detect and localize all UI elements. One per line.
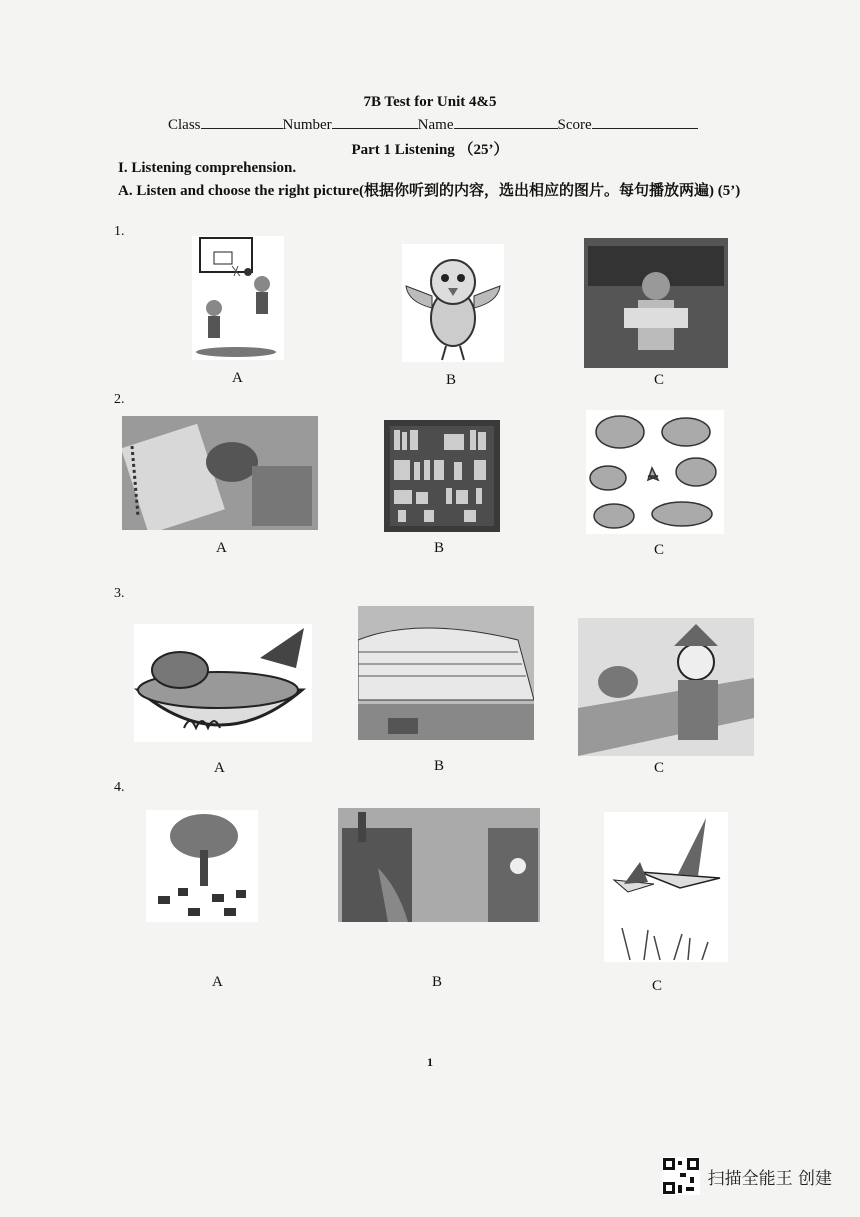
option-label: A bbox=[232, 370, 243, 386]
bee-winner-photo[interactable] bbox=[584, 238, 728, 368]
number-blank[interactable] bbox=[332, 116, 418, 129]
option-label: A bbox=[214, 760, 225, 776]
option-label: B bbox=[434, 540, 445, 556]
basketball-kids-picture[interactable] bbox=[192, 236, 284, 360]
instruction-text: A. Listen and choose the right picture(根据你听到的内容，选出相应的图片。每句播放两遍) (5’) bbox=[118, 183, 741, 199]
option-label: A bbox=[212, 974, 223, 990]
scanner-watermark bbox=[662, 1157, 832, 1195]
question-number: 2. bbox=[114, 392, 125, 407]
factory-pollution-photo[interactable] bbox=[338, 808, 540, 922]
student-info-row bbox=[168, 116, 698, 134]
option-label: B bbox=[432, 974, 443, 990]
scanner-text: 扫描全能王 创建 bbox=[707, 1168, 832, 1189]
class-label: Class bbox=[168, 117, 201, 133]
question-number: 1. bbox=[114, 224, 125, 239]
test-title: 7B Test for Unit 4&5 bbox=[363, 94, 497, 110]
fisherman-picture[interactable] bbox=[578, 618, 754, 756]
notebook-photo[interactable] bbox=[122, 416, 318, 530]
bookshelf-picture[interactable] bbox=[384, 420, 500, 532]
tree-stumps-picture[interactable] bbox=[146, 810, 258, 922]
fish-soup-picture[interactable] bbox=[134, 624, 312, 742]
page-number: 1 bbox=[427, 1055, 433, 1069]
option-label: B bbox=[434, 758, 445, 774]
class-blank[interactable] bbox=[201, 116, 283, 129]
option-label: B bbox=[446, 372, 457, 388]
bird-picture[interactable] bbox=[402, 244, 504, 362]
option-label: A bbox=[216, 540, 227, 556]
score-blank[interactable] bbox=[592, 116, 698, 129]
part-title: Part 1 Listening （25’） bbox=[351, 142, 509, 158]
name-label: Name bbox=[417, 117, 454, 133]
score-label: Score bbox=[557, 117, 592, 133]
question-number: 4. bbox=[114, 780, 125, 795]
fish-picture[interactable] bbox=[586, 410, 724, 534]
ship-photo[interactable] bbox=[358, 606, 534, 740]
option-label: C bbox=[654, 372, 665, 388]
option-label: C bbox=[652, 978, 663, 994]
option-label: C bbox=[654, 760, 665, 776]
question-number: 3. bbox=[114, 586, 125, 601]
option-label: C bbox=[654, 542, 665, 558]
qr-code-icon bbox=[662, 1157, 700, 1195]
name-blank[interactable] bbox=[454, 116, 558, 129]
number-label: Number bbox=[282, 117, 332, 133]
geese-picture[interactable] bbox=[604, 812, 728, 962]
section-heading: I. Listening comprehension. bbox=[118, 160, 297, 176]
